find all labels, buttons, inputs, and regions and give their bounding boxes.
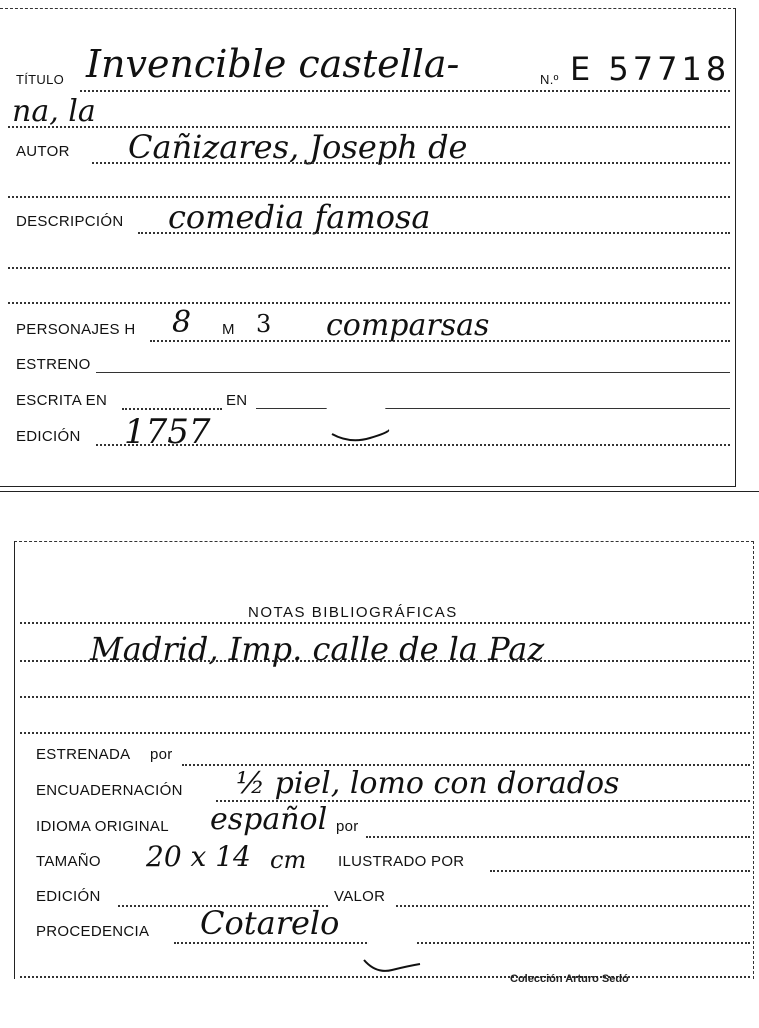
estreno-label: ESTRENO bbox=[16, 356, 91, 373]
personajes-label: PERSONAJES H bbox=[16, 321, 136, 338]
edicion-bottom-label: EDICIÓN bbox=[36, 888, 101, 905]
tamano-unit: cm bbox=[270, 846, 307, 874]
notas-value: Madrid, Imp. calle de la Paz bbox=[90, 630, 545, 668]
encuadernacion-label: ENCUADERNACIÓN bbox=[36, 782, 183, 799]
procedencia-label: PROCEDENCIA bbox=[36, 923, 150, 940]
idioma-label: IDIOMA ORIGINAL bbox=[36, 818, 169, 835]
personajes-dotline bbox=[150, 340, 730, 342]
escrita-label: ESCRITA EN bbox=[16, 392, 108, 409]
descripcion-value: comedia famosa bbox=[168, 198, 431, 236]
escrita-en-label: EN bbox=[226, 392, 248, 409]
edicion-value: 1757 bbox=[124, 412, 211, 452]
personajes-m-value: 3 bbox=[256, 310, 272, 338]
autor-value: Cañizares, Joseph de bbox=[128, 128, 468, 166]
titulo-dotline bbox=[80, 90, 730, 92]
notas-dotline-4 bbox=[20, 732, 750, 734]
personajes-extra: comparsas bbox=[326, 308, 490, 343]
autor-dotline bbox=[92, 162, 730, 164]
notas-label: NOTAS BIBLIOGRÁFICAS bbox=[248, 604, 458, 621]
edicion-dotline bbox=[96, 444, 730, 446]
coleccion-note: Colección Arturo Sedó bbox=[510, 973, 629, 985]
numero-label: N.º bbox=[540, 72, 559, 87]
encuadernacion-value: ½ piel, lomo con dorados bbox=[236, 766, 620, 801]
escrita-dotline bbox=[122, 408, 222, 410]
tamano-label: TAMAÑO bbox=[36, 853, 101, 870]
numero-value: E 57718 bbox=[570, 50, 731, 88]
notas-dotline bbox=[20, 622, 750, 624]
idioma-por: por bbox=[336, 818, 359, 835]
notas-dotline-2 bbox=[20, 660, 750, 662]
valor-label: VALOR bbox=[334, 888, 386, 905]
personajes-h-value: 8 bbox=[172, 305, 192, 340]
descripcion-dotline bbox=[138, 232, 730, 234]
pencil-mark-top bbox=[330, 426, 390, 446]
estreno-line bbox=[96, 372, 730, 373]
idioma-dotline bbox=[366, 836, 750, 838]
personajes-m-label: M bbox=[222, 321, 235, 338]
procedencia-value: Cotarelo bbox=[200, 904, 340, 942]
valor-dotline bbox=[396, 905, 750, 907]
tamano-value: 20 x 14 bbox=[146, 840, 251, 873]
ilustrado-label: ILUSTRADO POR bbox=[338, 853, 465, 870]
titulo-value-line2: na, la bbox=[12, 94, 96, 129]
autor-label: AUTOR bbox=[16, 143, 70, 160]
titulo-label: TÍTULO bbox=[16, 72, 65, 87]
blank-dotline-2 bbox=[8, 302, 730, 304]
estrenada-label: ESTRENADA bbox=[36, 746, 131, 763]
card-separator bbox=[0, 491, 759, 492]
descripcion-label: DESCRIPCIÓN bbox=[16, 213, 124, 230]
blank-dotline-1 bbox=[8, 267, 730, 269]
titulo-value-line1: Invencible castella- bbox=[86, 42, 460, 86]
edicion-label: EDICIÓN bbox=[16, 428, 81, 445]
pencil-mark-bottom bbox=[362, 956, 422, 978]
procedencia-dotline bbox=[174, 942, 750, 944]
idioma-value: español bbox=[210, 802, 328, 837]
estrenada-por: por bbox=[150, 746, 173, 763]
notas-dotline-3 bbox=[20, 696, 750, 698]
ilustrado-dotline bbox=[490, 870, 750, 872]
